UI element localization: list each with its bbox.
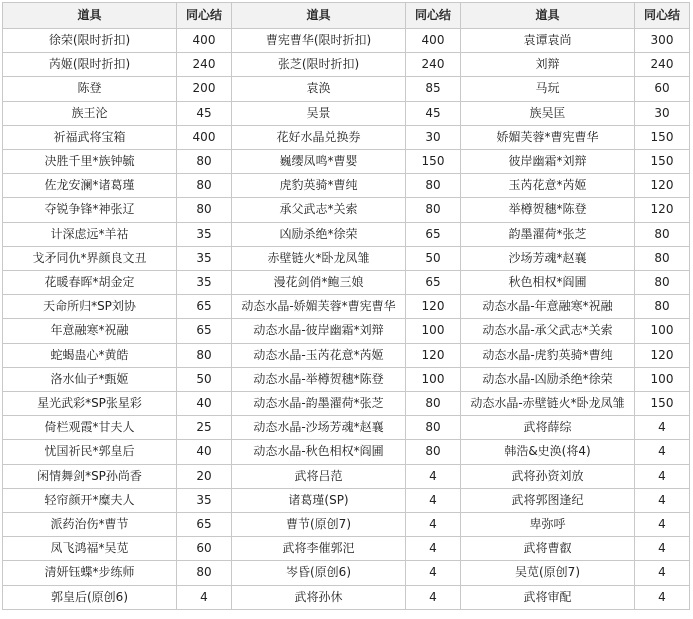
- item-value-cell: 400: [406, 29, 461, 53]
- item-value-cell: 30: [406, 125, 461, 149]
- item-value-cell: 25: [177, 416, 232, 440]
- item-value-cell: 100: [406, 319, 461, 343]
- item-name-cell: 倚栏观霞*甘夫人: [3, 416, 177, 440]
- item-value-cell: 4: [635, 561, 690, 585]
- item-name-cell: 动态水晶-秋色相权*阎圃: [232, 440, 406, 464]
- item-name-cell: 清妍钰蝶*步练师: [3, 561, 177, 585]
- item-value-cell: 4: [406, 464, 461, 488]
- item-name-cell: 动态水晶-娇媚芙蓉*曹宪曹华: [232, 295, 406, 319]
- item-value-cell: 240: [635, 53, 690, 77]
- item-name-cell: 马玩: [461, 77, 635, 101]
- item-value-cell: 80: [406, 174, 461, 198]
- item-value-cell: 65: [177, 513, 232, 537]
- item-name-cell: 彼岸幽霜*刘辩: [461, 150, 635, 174]
- item-name-cell: 武将孙资刘放: [461, 464, 635, 488]
- item-value-cell: 35: [177, 246, 232, 270]
- item-value-cell: 80: [635, 246, 690, 270]
- item-value-cell: 80: [177, 198, 232, 222]
- item-name-cell: 张芝(限时折扣): [232, 53, 406, 77]
- item-value-cell: 80: [635, 222, 690, 246]
- item-name-cell: 曹节(原创7): [232, 513, 406, 537]
- item-name-cell: 吴苋(原创7): [461, 561, 635, 585]
- item-name-cell: 洛水仙子*甄姬: [3, 367, 177, 391]
- item-value-cell: 200: [177, 77, 232, 101]
- item-name-cell: 芮姬(限时折扣): [3, 53, 177, 77]
- item-name-cell: 武将审配: [461, 585, 635, 609]
- item-price-table: [2, 2, 690, 610]
- item-value-cell: 65: [177, 319, 232, 343]
- item-name-cell: 郭皇后(原创6): [3, 585, 177, 609]
- item-value-cell: 65: [406, 222, 461, 246]
- item-name-cell: 巍缨凤鸣*曹婴: [232, 150, 406, 174]
- item-name-cell: 忧国祈民*郭皇后: [3, 440, 177, 464]
- item-value-cell: 120: [406, 343, 461, 367]
- table-row: [3, 271, 690, 295]
- item-name-cell: 袁谭袁尚: [461, 29, 635, 53]
- item-name-cell: 秋色相权*阎圃: [461, 271, 635, 295]
- item-value-cell: 50: [177, 367, 232, 391]
- item-name-cell: 韵墨濯荷*张芝: [461, 222, 635, 246]
- item-name-cell: 刘辩: [461, 53, 635, 77]
- item-name-cell: 花暖春晖*胡金定: [3, 271, 177, 295]
- table-row: [3, 125, 690, 149]
- item-value-cell: 80: [177, 174, 232, 198]
- item-name-cell: 佐龙安澜*诸葛瑾: [3, 174, 177, 198]
- item-value-cell: 4: [635, 464, 690, 488]
- item-value-cell: 65: [177, 295, 232, 319]
- item-value-cell: 300: [635, 29, 690, 53]
- item-value-cell: 4: [406, 513, 461, 537]
- item-name-cell: 蛇蝎蛊心*黄皓: [3, 343, 177, 367]
- item-value-cell: 80: [177, 561, 232, 585]
- item-name-cell: 决胜千里*族钟毓: [3, 150, 177, 174]
- item-name-cell: 派药治伤*曹节: [3, 513, 177, 537]
- item-value-cell: 80: [635, 271, 690, 295]
- table-row: [3, 29, 690, 53]
- table-row: [3, 537, 690, 561]
- item-value-cell: 85: [406, 77, 461, 101]
- header-value-1: 同心结: [177, 3, 232, 29]
- item-value-cell: 120: [635, 174, 690, 198]
- header-row: [3, 3, 690, 29]
- item-value-cell: 80: [406, 440, 461, 464]
- item-name-cell: 动态水晶-沙场芳魂*赵襄: [232, 416, 406, 440]
- item-value-cell: 4: [635, 513, 690, 537]
- table-row: [3, 246, 690, 270]
- item-value-cell: 120: [406, 295, 461, 319]
- item-name-cell: 岑昏(原创6): [232, 561, 406, 585]
- table-row: [3, 392, 690, 416]
- item-name-cell: 动态水晶-凶励杀绝*徐荣: [461, 367, 635, 391]
- item-value-cell: 4: [406, 488, 461, 512]
- table-row: [3, 464, 690, 488]
- item-name-cell: 年意融寒*祝融: [3, 319, 177, 343]
- item-value-cell: 30: [635, 101, 690, 125]
- item-value-cell: 4: [406, 537, 461, 561]
- item-value-cell: 80: [177, 343, 232, 367]
- item-value-cell: 65: [406, 271, 461, 295]
- table-row: [3, 198, 690, 222]
- item-value-cell: 100: [635, 367, 690, 391]
- item-name-cell: 凤飞鸿福*吴苋: [3, 537, 177, 561]
- item-value-cell: 45: [177, 101, 232, 125]
- item-value-cell: 100: [406, 367, 461, 391]
- item-value-cell: 400: [177, 125, 232, 149]
- item-value-cell: 80: [406, 416, 461, 440]
- item-value-cell: 4: [635, 585, 690, 609]
- table-row: [3, 343, 690, 367]
- item-name-cell: 夺锐争锋*神张辽: [3, 198, 177, 222]
- item-name-cell: 吴景: [232, 101, 406, 125]
- item-name-cell: 动态水晶-举樽贺穗*陈登: [232, 367, 406, 391]
- item-value-cell: 150: [635, 150, 690, 174]
- table-row: [3, 174, 690, 198]
- item-value-cell: 35: [177, 222, 232, 246]
- item-name-cell: 举樽贺穗*陈登: [461, 198, 635, 222]
- item-name-cell: 轻帘颜开*糜夫人: [3, 488, 177, 512]
- item-name-cell: 族吴匡: [461, 101, 635, 125]
- item-name-cell: 漫花剑俏*鲍三娘: [232, 271, 406, 295]
- item-name-cell: 武将吕范: [232, 464, 406, 488]
- item-value-cell: 80: [406, 198, 461, 222]
- item-value-cell: 240: [177, 53, 232, 77]
- item-value-cell: 60: [635, 77, 690, 101]
- item-value-cell: 20: [177, 464, 232, 488]
- item-name-cell: 陈登: [3, 77, 177, 101]
- item-value-cell: 40: [177, 392, 232, 416]
- table-row: [3, 488, 690, 512]
- table-row: [3, 416, 690, 440]
- item-value-cell: 60: [177, 537, 232, 561]
- item-value-cell: 150: [635, 125, 690, 149]
- item-name-cell: 动态水晶-彼岸幽霜*刘辩: [232, 319, 406, 343]
- table-row: [3, 222, 690, 246]
- item-value-cell: 4: [406, 585, 461, 609]
- table-row: [3, 295, 690, 319]
- item-name-cell: 戈矛同仇*界颜良文丑: [3, 246, 177, 270]
- item-value-cell: 40: [177, 440, 232, 464]
- item-value-cell: 4: [635, 488, 690, 512]
- table-row: [3, 101, 690, 125]
- item-name-cell: 动态水晶-玉芮花意*芮姬: [232, 343, 406, 367]
- item-name-cell: 动态水晶-韵墨濯荷*张芝: [232, 392, 406, 416]
- item-value-cell: 4: [177, 585, 232, 609]
- item-name-cell: 族王沦: [3, 101, 177, 125]
- table-row: [3, 561, 690, 585]
- item-name-cell: 武将薛综: [461, 416, 635, 440]
- table-row: [3, 150, 690, 174]
- table-row: [3, 319, 690, 343]
- item-name-cell: 花好水晶兑换券: [232, 125, 406, 149]
- item-name-cell: 动态水晶-虎豹英骑*曹纯: [461, 343, 635, 367]
- table-row: [3, 53, 690, 77]
- item-name-cell: 诸葛瑾(SP): [232, 488, 406, 512]
- item-name-cell: 计深虑远*羊祜: [3, 222, 177, 246]
- item-name-cell: 卑弥呼: [461, 513, 635, 537]
- item-name-cell: 徐荣(限时折扣): [3, 29, 177, 53]
- item-value-cell: 35: [177, 488, 232, 512]
- item-value-cell: 120: [635, 343, 690, 367]
- table-header: [3, 3, 690, 29]
- item-value-cell: 80: [177, 150, 232, 174]
- item-name-cell: 星光武彩*SP张星彩: [3, 392, 177, 416]
- item-value-cell: 4: [635, 537, 690, 561]
- item-value-cell: 50: [406, 246, 461, 270]
- item-value-cell: 100: [635, 319, 690, 343]
- item-name-cell: 赤壁链火*卧龙凤雏: [232, 246, 406, 270]
- item-value-cell: 150: [635, 392, 690, 416]
- item-value-cell: 45: [406, 101, 461, 125]
- table-row: [3, 367, 690, 391]
- table-row: [3, 513, 690, 537]
- item-name-cell: 天命所归*SP刘协: [3, 295, 177, 319]
- item-name-cell: 沙场芳魂*赵襄: [461, 246, 635, 270]
- item-value-cell: 400: [177, 29, 232, 53]
- item-value-cell: 4: [635, 416, 690, 440]
- item-name-cell: 承父武志*关索: [232, 198, 406, 222]
- item-name-cell: 玉芮花意*芮姬: [461, 174, 635, 198]
- item-name-cell: 娇媚芙蓉*曹宪曹华: [461, 125, 635, 149]
- item-name-cell: 凶励杀绝*徐荣: [232, 222, 406, 246]
- item-value-cell: 4: [635, 440, 690, 464]
- item-value-cell: 240: [406, 53, 461, 77]
- item-value-cell: 80: [406, 392, 461, 416]
- item-name-cell: 武将郭图逢纪: [461, 488, 635, 512]
- header-item-2: 道具: [232, 3, 406, 29]
- table-row: [3, 77, 690, 101]
- item-name-cell: 动态水晶-年意融寒*祝融: [461, 295, 635, 319]
- header-value-2: 同心结: [406, 3, 461, 29]
- header-value-3: 同心结: [635, 3, 690, 29]
- item-value-cell: 80: [635, 295, 690, 319]
- table-body: [3, 29, 690, 610]
- item-name-cell: 闲情舞剑*SP孙尚香: [3, 464, 177, 488]
- item-name-cell: 曹宪曹华(限时折扣): [232, 29, 406, 53]
- item-name-cell: 动态水晶-承父武志*关索: [461, 319, 635, 343]
- item-name-cell: 韩浩&史涣(将4): [461, 440, 635, 464]
- item-value-cell: 35: [177, 271, 232, 295]
- item-value-cell: 150: [406, 150, 461, 174]
- table-row: [3, 585, 690, 609]
- table-row: [3, 440, 690, 464]
- header-item-3: 道具: [461, 3, 635, 29]
- item-name-cell: 虎豹英骑*曹纯: [232, 174, 406, 198]
- item-name-cell: 武将孙休: [232, 585, 406, 609]
- item-value-cell: 120: [635, 198, 690, 222]
- item-name-cell: 武将曹叡: [461, 537, 635, 561]
- item-name-cell: 动态水晶-赤壁链火*卧龙凤雏: [461, 392, 635, 416]
- item-name-cell: 武将李催郭汜: [232, 537, 406, 561]
- item-name-cell: 袁涣: [232, 77, 406, 101]
- item-value-cell: 4: [406, 561, 461, 585]
- item-name-cell: 祈福武将宝箱: [3, 125, 177, 149]
- header-item-1: 道具: [3, 3, 177, 29]
